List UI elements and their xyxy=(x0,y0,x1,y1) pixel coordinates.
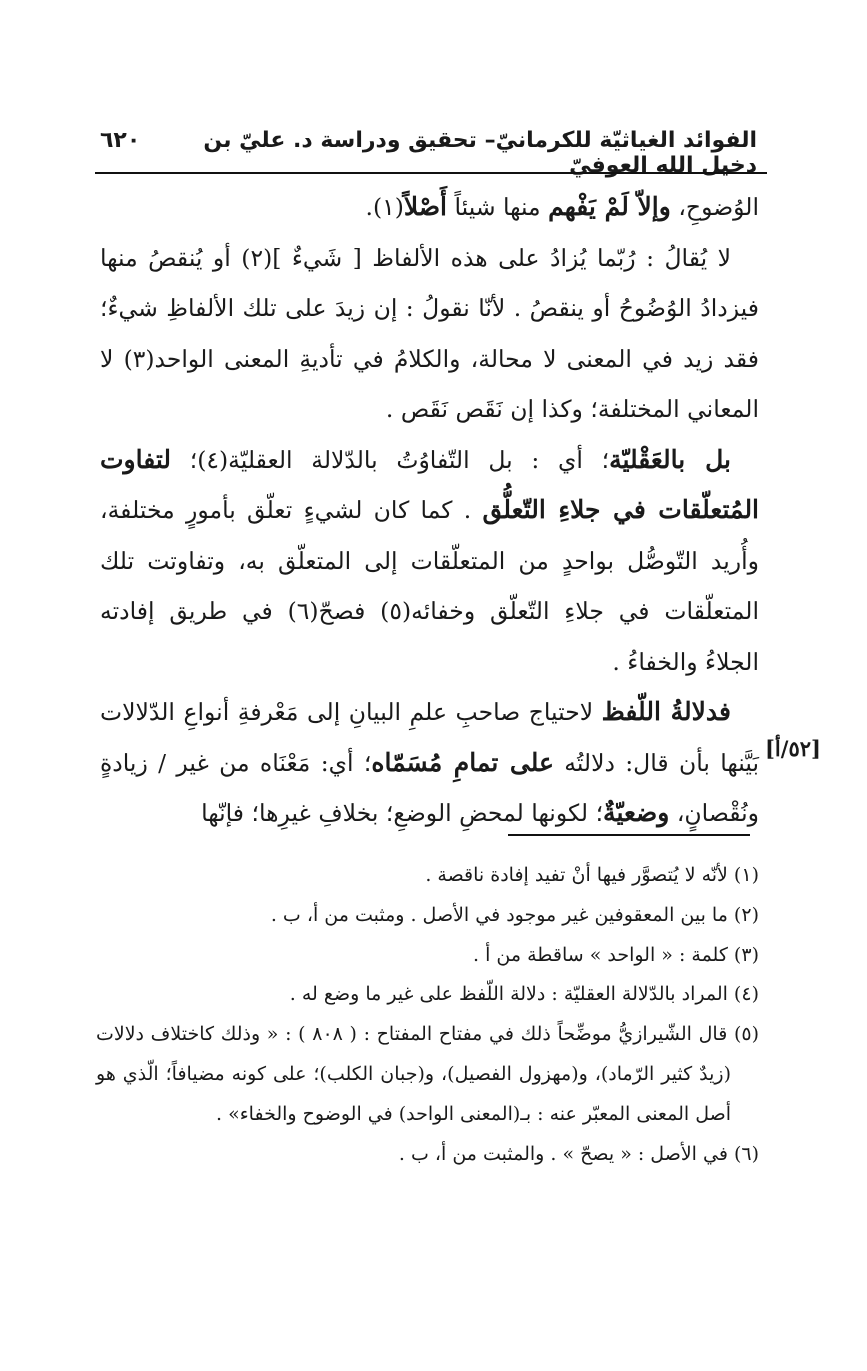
footnote-4: (٤) المراد بالدّلالة العقليّة : دلالة اللّفظ على غير ما وضع له . xyxy=(289,983,759,1006)
text-run: الوُضوحِ، xyxy=(670,193,759,221)
paragraph-4 xyxy=(100,687,759,839)
folio-mark: [٥٢/أ] xyxy=(765,736,821,761)
matn-phrase: على تمامِ مُسَمّاه xyxy=(371,747,554,777)
text-run: ؛ أي: مَعْنَاه من غير / زيادةٍ ونُقْصانٍ، xyxy=(100,748,759,827)
text-run: ؛ أي : بل التّفاوُتُ بالدّلالة العقليّة(٤)؛ xyxy=(171,445,610,474)
text-run: . كما كان لشيءٍ تعلّق بأمورٍ مختلفة، وأُريد التّوصُّل بواحدٍ من المتعلّقات إلى المتعلّق به، وتفاوتت تلك المتعلّقات في جلاءِ التّعلّق وخفائه(٥) فصحّ(٦) في طريق إفادته الجلاءُ والخفاءُ . xyxy=(100,496,759,676)
matn-phrase: أَصْلاً xyxy=(403,192,447,221)
text-run: ؛ لكونها لمحضِ الوضعِ؛ بخلافِ غيرِها؛ فإنّها xyxy=(201,799,604,827)
footnote-separator xyxy=(508,834,750,836)
matn-phrase: وضعيّةٌ xyxy=(603,798,670,827)
footnote-3: (٣) كلمة : « الواحد » ساقطة من أ . xyxy=(473,943,759,966)
text-run: (١). xyxy=(365,193,404,221)
matn-phrase: وإلاّ لَمْ يَفْهم xyxy=(548,192,671,221)
footnote-2: (٢) ما بين المعقوفين غير موجود في الأصل . ومثبت من أ، ب . xyxy=(270,903,759,926)
footnotes xyxy=(96,856,759,1174)
paragraph-2: لا يُقالُ : رُبّما يُزادُ على هذه الألفاظ [ شَيءٌ ](٢) أو يُنقصُ منها فيزدادُ الوُضُوحُ أو ينقصُ . لأنّا نقولُ : إن زيدَ على تلك الألفاظِ شيءٌ؛ فقد زيد في المعنى لا محالة، والكلامُ في تأديةِ المعنى الواحد(٣) لا المعاني المختلفة؛ وكذا إن نَقَص نَقَص . xyxy=(100,243,759,423)
footnote-5: (٥) قال الشّيرازيُّ موضِّحاً ذلك في مفتاح المفتاح : ( ٨٠٨ ) : « وذلك كاختلاف دلالات (زيدٌ كثير الرّماد)، و(مهزول الفصيل)، و(جبان الكلب)؛ على كونه مضيافاً؛ الّذي هو أصل المعنى المعبّر عنه : بـ(المعنى الواحد) في الوضوح والخفاء» . xyxy=(96,1023,759,1125)
paragraph-1 xyxy=(100,182,759,233)
matn-phrase: بل بالعَقْليّة xyxy=(609,444,732,474)
header-rule xyxy=(95,172,767,174)
matn-phrase: لتفاوت المُتعلّقات في جلاءِ التّعلُّق xyxy=(100,444,760,524)
text-run: منها شيئاً xyxy=(447,193,549,221)
footnote-6: (٦) في الأصل : « يصحّ » . والمثبت من أ، ب . xyxy=(398,1142,759,1165)
paragraph-3 xyxy=(100,435,759,688)
footnote-1: (١) لأنّه لا يُتصوَّر فيها أنْ تفيد إفادة ناقصة . xyxy=(425,864,759,886)
main-text xyxy=(100,182,759,839)
running-title: الفوائد الغياثيّة للكرمانيّ– تحقيق ودراسة د. عليّ بن دخيل الله العوفيّ xyxy=(203,128,757,178)
running-header xyxy=(100,128,757,178)
page-number: ٦٢٠ xyxy=(100,128,141,153)
matn-phrase: فدلالةُ اللّفظ xyxy=(601,697,731,726)
text-run: لاحتياج صاحبِ علمِ البيانِ إلى مَعْرفةِ أنواعِ الدّلالات بَيَّنها بأن قال: دلالتُه xyxy=(100,698,759,777)
